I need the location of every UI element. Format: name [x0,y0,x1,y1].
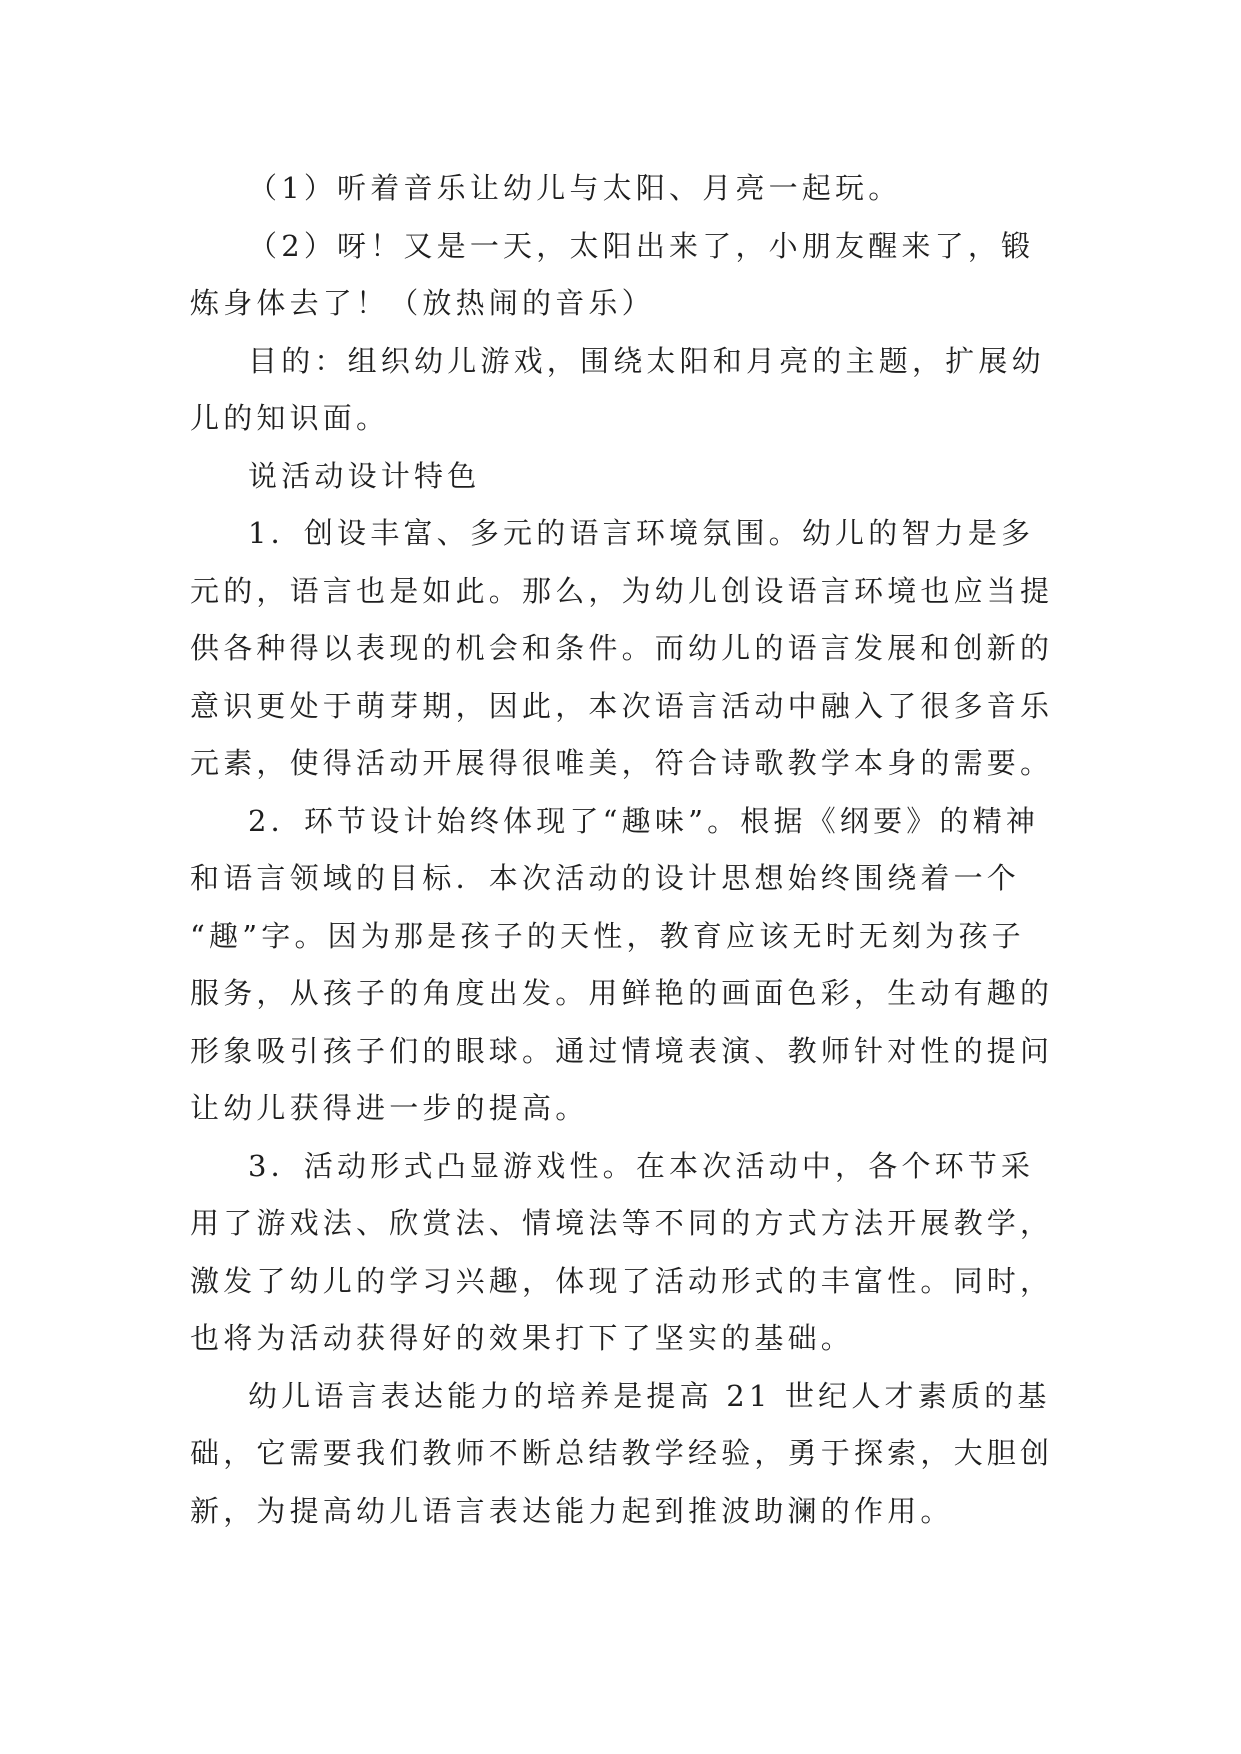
text-line: 幼儿语言表达能力的培养是提高 21 世纪人才素质的基 [248,1378,1051,1413]
text-line: 也将为活动获得好的效果打下了坚实的基础。 [190,1321,855,1355]
text-line: 形象吸引孩子们的眼球。通过情境表演、教师针对性的提问 [190,1033,1054,1068]
text-line: “趣”字。因为那是孩子的天性，教育应该无时无刻为孩子 [190,918,1025,953]
paragraph-feature-2 [190,793,1052,1138]
text-line: （1）听着音乐让幼儿与太阳、月亮一起玩。 [248,171,902,205]
text-line: 2．环节设计始终体现了“趣味”。根据《纲要》的精神 [248,803,1040,838]
paragraph-feature-3 [190,1138,1052,1368]
paragraph-purpose [190,333,1052,448]
text-line: 础，它需要我们教师不断总结教学经验，勇于探索，大胆创 [190,1436,1054,1470]
text-line: 元素，使得活动开展得很唯美，符合诗歌教学本身的需要。 [190,746,1054,780]
paragraph-conclusion [190,1368,1052,1541]
text-line: 3．活动形式凸显游戏性。在本次活动中，各个环节采 [248,1148,1035,1183]
text-line: 激发了幼儿的学习兴趣，体现了活动形式的丰富性。同时， [190,1263,1054,1298]
text-line: 元的，语言也是如此。那么，为幼儿创设语言环境也应当提 [190,573,1054,608]
paragraph-activity-1 [190,160,1052,218]
text-line: 和语言领域的目标．本次活动的设计思想始终围绕着一个 [190,861,1021,895]
document-body [190,160,1052,1540]
text-line: 1．创设丰富、多元的语言环境氛围。幼儿的智力是多 [248,516,1035,550]
text-line: 新，为提高幼儿语言表达能力起到推波助澜的作用。 [190,1493,954,1528]
text-line: 目的：组织幼儿游戏，围绕太阳和月亮的主题，扩展幼 [248,343,1045,378]
paragraph-activity-2 [190,218,1052,333]
paragraph-feature-1 [190,505,1052,793]
text-line: （2）呀！又是一天，太阳出来了，小朋友醒来了，锻 [248,228,1035,263]
text-line: 让幼儿获得进一步的提高。 [190,1091,589,1125]
text-line: 儿的知识面。 [190,401,390,435]
text-line: 说活动设计特色 [248,458,481,493]
text-line: 用了游戏法、欣赏法、情境法等不同的方式方法开展教学， [190,1206,1054,1240]
text-line: 炼身体去了！（放热闹的音乐） [190,286,655,320]
text-line: 服务，从孩子的角度出发。用鲜艳的画面色彩，生动有趣的 [190,976,1054,1010]
text-line: 意识更处于萌芽期，因此，本次语言活动中融入了很多音乐 [190,688,1054,723]
section-heading [190,448,1052,506]
text-line: 供各种得以表现的机会和条件。而幼儿的语言发展和创新的 [190,631,1054,665]
